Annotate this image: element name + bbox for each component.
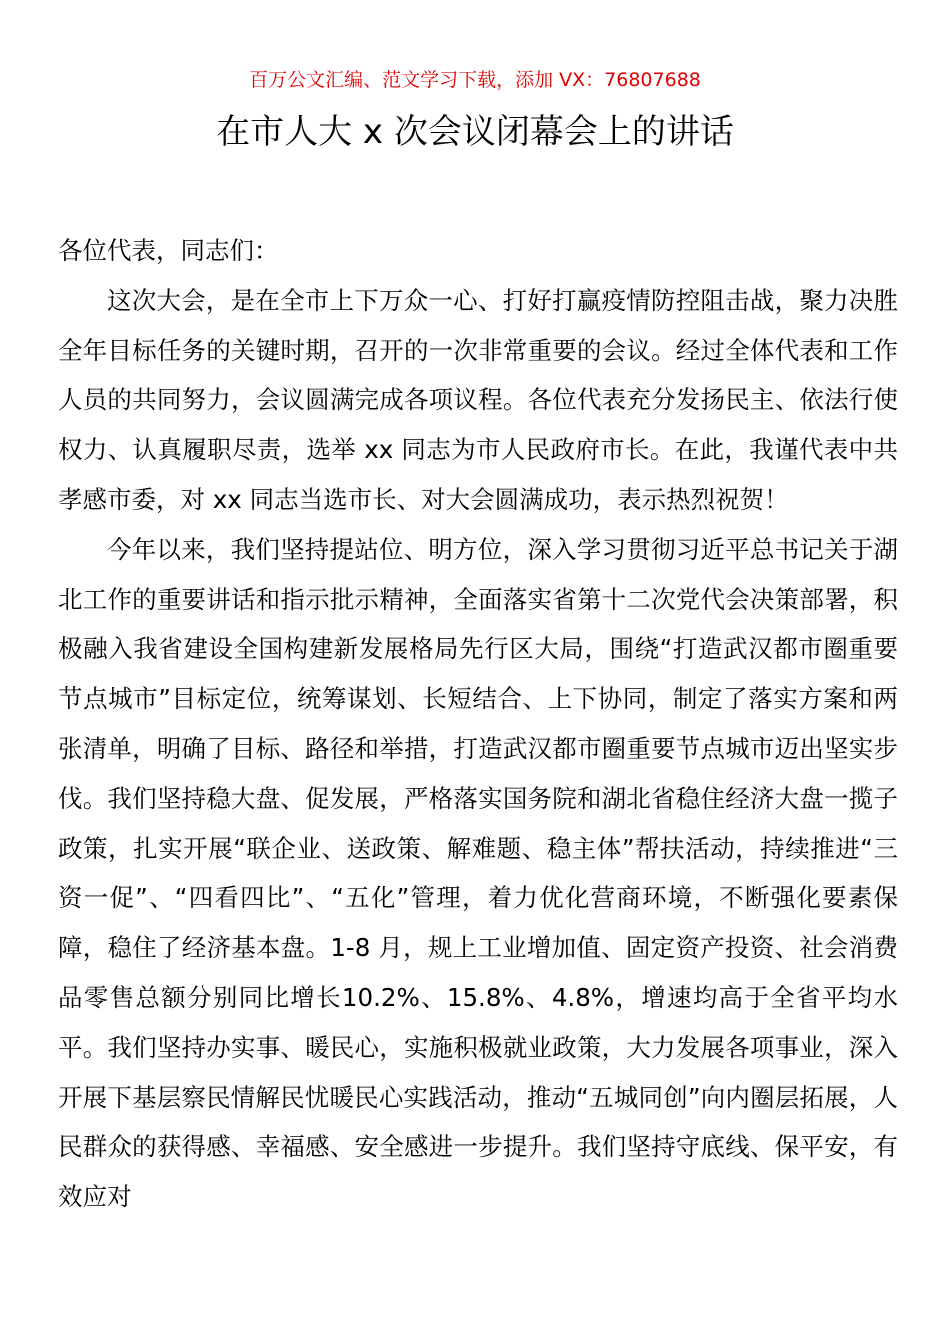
salutation: 各位代表，同志们：: [58, 236, 279, 265]
paragraph-2: 今年以来，我们坚持提站位、明方位，深入学习贯彻习近平总书记关于湖北工作的重要讲话和指示批示精神，全面落实省第十二次党代会决策部署，积极融入我省建设全国构建新发展格局先行区大局，围绕“打造武汉都市圈重要节点城市”目标定位，统筹谋划、长短结合、上下协同，制定了落实方案和两张清单，明确了目标、路径和举措，打造武汉都市圈重要节点城市迈出坚实步伐。我们坚持稳大盘、促发展，严格落实国务院和湖北省稳住经济大盘一揽子政策，扎实开展“联企业、送政策、解难题、稳主体”帮扶活动，持续推进“三资一促”、“四看四比”、“五化”管理，着力优化营商环境，不断强化要素保障，稳住了经济基本盘。1-8 月，规上工业增加值、固定资产投资、社会消费品零售总额分别同比增长10.2%、15.8%、4.8%，增速均高于全省平均水平。我们坚持办实事、暖民心，实施积极就业政策，大力发展各项事业，深入开展下基层察民情解民忧暖民心实践活动，推动“五城同创”向内圈层拓展，人民群众的获得感、幸福感、安全感进一步提升。我们坚持守底线、保平安，有效应对: [58, 534, 898, 1212]
document-body: [58, 226, 898, 1222]
document-title: 在市人大 x 次会议闭幕会上的讲话: [216, 112, 734, 152]
watermark-header: 百万公文汇编、范文学习下载，添加 VX：76807688: [249, 69, 701, 91]
paragraph-1: 这次大会，是在全市上下万众一心、打好打赢疫情防控阻击战，聚力决胜全年目标任务的关键时期，召开的一次非常重要的会议。经过全体代表和工作人员的共同努力，会议圆满完成各项议程。各位代表充分发扬民主、依法行使权力、认真履职尽责，选举 xx 同志为市人民政府市长。在此，我谨代表中共孝感市委，对 xx 同志当选市长、对大会圆满成功，表示热烈祝贺！: [58, 285, 898, 514]
